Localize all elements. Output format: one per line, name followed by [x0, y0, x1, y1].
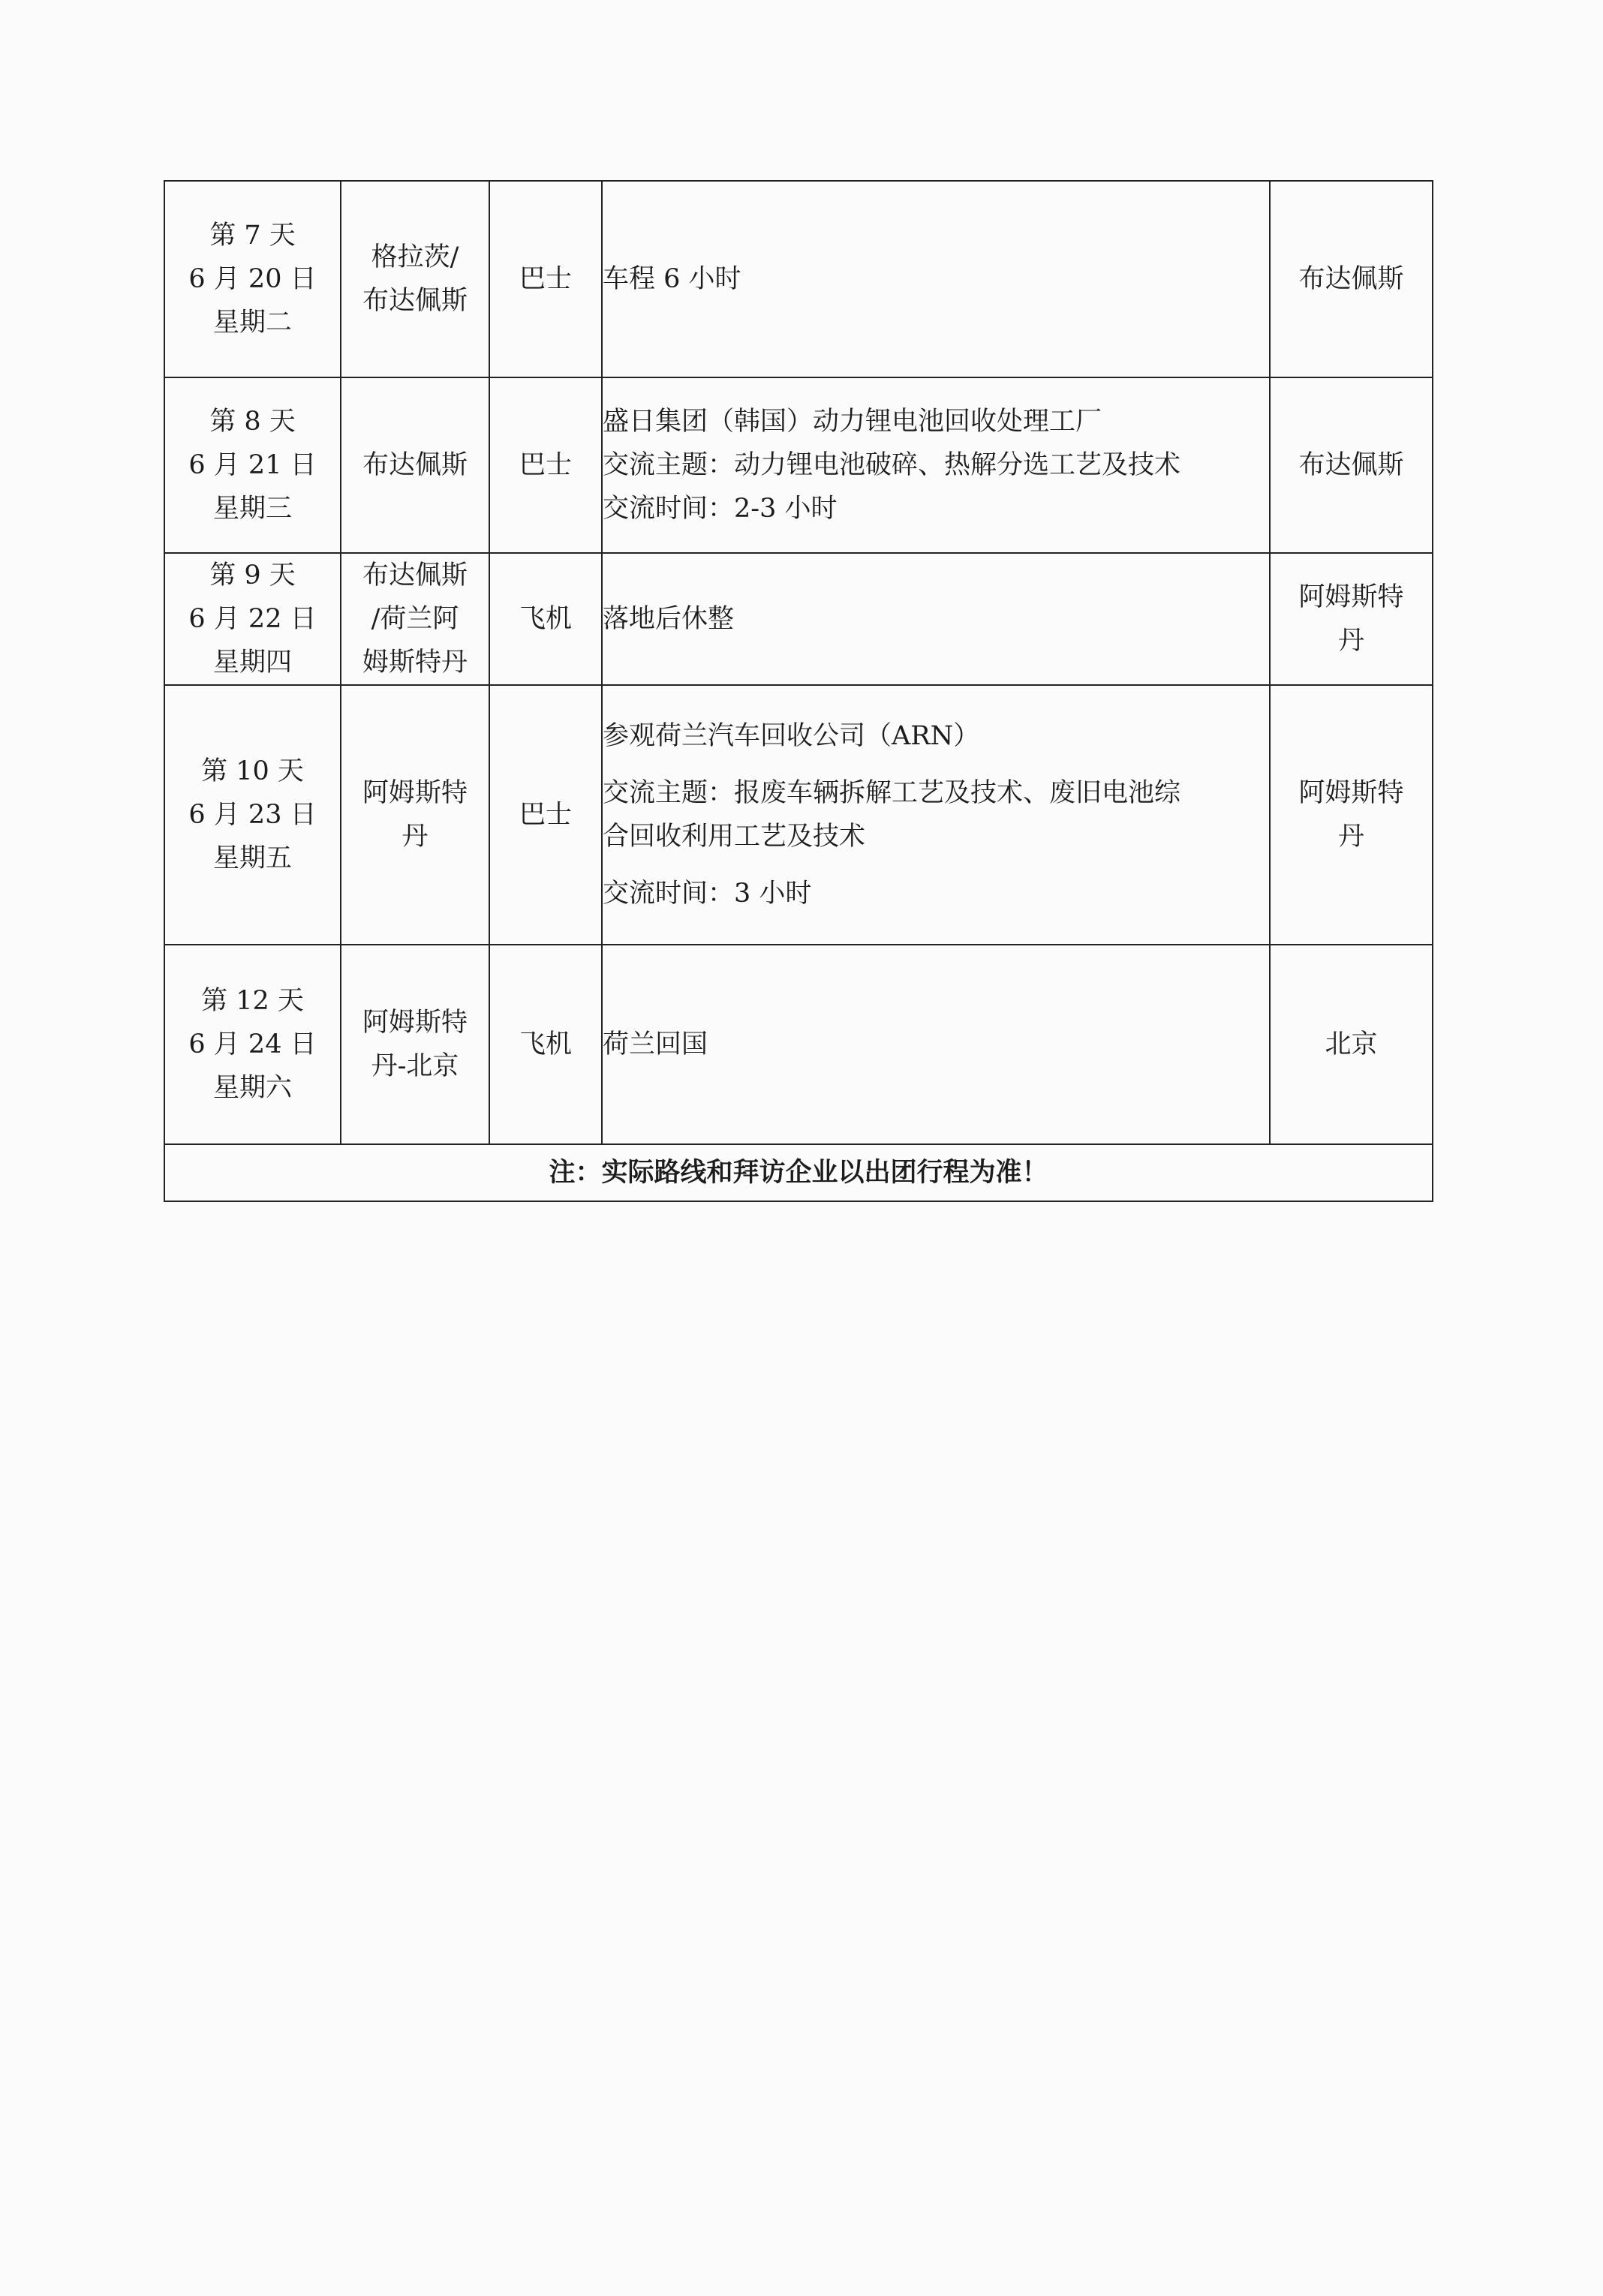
note-text: 注：实际路线和拜访企业以出团行程为准！ — [164, 1144, 1433, 1201]
day-cell: 第 9 天 6 月 22 日 星期四 — [164, 553, 341, 685]
table-row — [164, 685, 1433, 945]
activity-cell: 参观荷兰汽车回收公司（ARN） 交流主题：报废车辆拆解工艺及技术、废旧电池综 合回收利用工艺及技术 交流时间：3 小时 — [602, 685, 1270, 945]
table-row — [164, 553, 1433, 685]
day-cell: 第 7 天 6 月 20 日 星期二 — [164, 181, 341, 377]
day-cell: 第 12 天 6 月 24 日 星期六 — [164, 945, 341, 1144]
city-cell: 布达佩斯 — [341, 377, 489, 553]
transport-cell: 巴士 — [489, 181, 602, 377]
city-cell: 阿姆斯特 丹-北京 — [341, 945, 489, 1144]
stay-cell: 阿姆斯特 丹 — [1270, 553, 1433, 685]
city-cell: 布达佩斯 /荷兰阿 姆斯特丹 — [341, 553, 489, 685]
city-cell: 格拉茨/ 布达佩斯 — [341, 181, 489, 377]
day-cell: 第 10 天 6 月 23 日 星期五 — [164, 685, 341, 945]
table-row — [164, 377, 1433, 553]
itinerary-table — [164, 180, 1433, 1202]
stay-cell: 布达佩斯 — [1270, 377, 1433, 553]
activity-cell: 车程 6 小时 — [602, 181, 1270, 377]
stay-cell: 布达佩斯 — [1270, 181, 1433, 377]
day-cell: 第 8 天 6 月 21 日 星期三 — [164, 377, 341, 553]
table-row — [164, 945, 1433, 1144]
activity-cell: 荷兰回国 — [602, 945, 1270, 1144]
activity-cell: 落地后休整 — [602, 553, 1270, 685]
transport-cell: 飞机 — [489, 553, 602, 685]
note-row — [164, 1144, 1433, 1201]
activity-cell: 盛日集团（韩国）动力锂电池回收处理工厂 交流主题：动力锂电池破碎、热解分选工艺及技术 交流时间：2-3 小时 — [602, 377, 1270, 553]
transport-cell: 巴士 — [489, 377, 602, 553]
stay-cell: 北京 — [1270, 945, 1433, 1144]
stay-cell: 阿姆斯特 丹 — [1270, 685, 1433, 945]
city-cell: 阿姆斯特 丹 — [341, 685, 489, 945]
transport-cell: 巴士 — [489, 685, 602, 945]
transport-cell: 飞机 — [489, 945, 602, 1144]
table-row — [164, 181, 1433, 377]
